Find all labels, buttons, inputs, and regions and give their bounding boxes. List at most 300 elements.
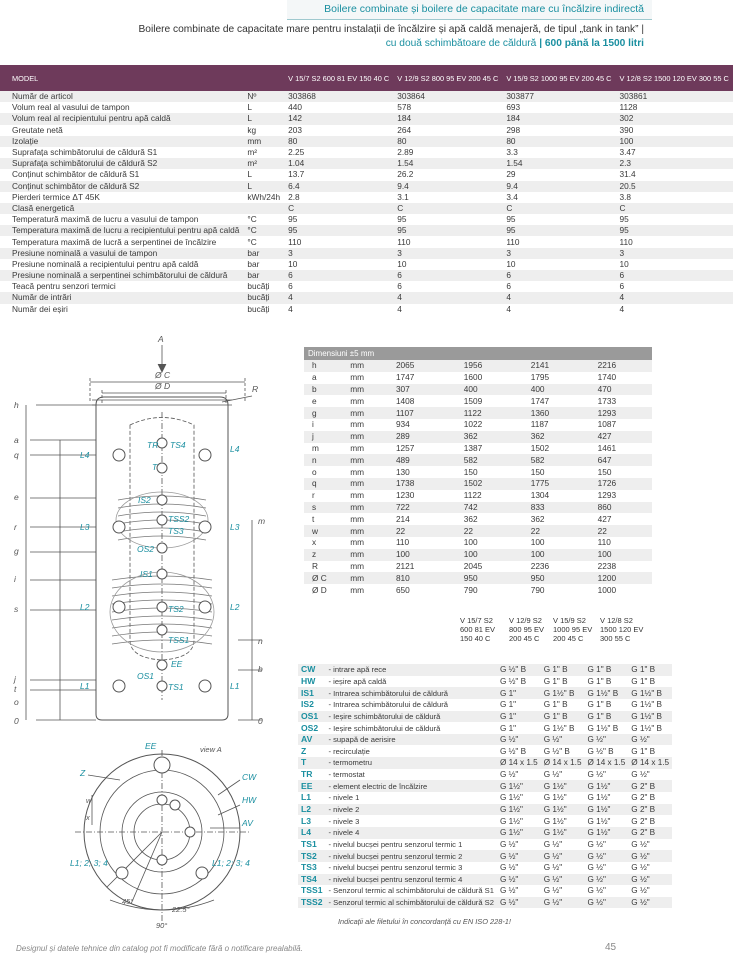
dim-value: 1509 <box>463 395 483 406</box>
dim-row <box>304 454 652 466</box>
spec-value: 6 <box>284 270 393 281</box>
conn-value: G 1½" B <box>628 711 672 723</box>
spec-value: C <box>393 203 502 214</box>
conn-value: G ½" <box>587 839 606 849</box>
dim-unit: mm <box>350 560 365 571</box>
spec-value: 184 <box>393 113 502 124</box>
dim-value: 110 <box>395 537 410 548</box>
conn-desc: - Intrarea schimbătorului de căldură <box>328 700 448 710</box>
conn-value: G ½" <box>499 886 519 896</box>
dim-unit: mm <box>346 360 392 372</box>
spec-unit: m² <box>247 147 258 158</box>
dim-value: 1293 <box>597 490 617 501</box>
spec-label: Volum real al vasului de tampon <box>12 102 130 113</box>
conn-value: G ½" <box>585 874 629 886</box>
conn-model-header: V 15/7 S2 600 81 EV 150 40 C <box>460 616 496 643</box>
spec-value: 95 <box>397 214 407 225</box>
label-L3-left: L3 <box>80 522 90 532</box>
dim-unit: mm <box>350 419 365 430</box>
label-L1234-right: L1; 2; 3; 4 <box>212 858 250 868</box>
spec-value: 3.8 <box>619 191 632 202</box>
dim-unit: mm <box>350 584 365 595</box>
dim-value: 362 <box>527 431 594 443</box>
conn-value: G 2" B <box>628 804 672 816</box>
conn-value: G 1½" B <box>631 700 662 710</box>
spec-value: 6 <box>506 281 511 292</box>
spec-value: 6 <box>288 281 293 292</box>
spec-value: 4 <box>506 303 511 314</box>
conn-value: G 1½" <box>585 827 629 839</box>
conn-desc: - termostat <box>328 770 365 780</box>
spec-value: 6 <box>393 270 502 281</box>
dim-value: 1122 <box>463 490 482 501</box>
spec-value: 10 <box>288 258 298 269</box>
spec-value: 264 <box>397 124 412 135</box>
conn-model-header: V 12/8 S2 1500 120 EV 300 55 C <box>600 616 644 643</box>
dim-value: 470 <box>594 384 652 396</box>
spec-value: 2.25 <box>288 147 305 158</box>
label-t: t <box>14 684 17 694</box>
conn-value: G ½" <box>587 770 606 780</box>
conn-value: G 1½" <box>585 780 629 792</box>
dim-key: h <box>304 360 346 372</box>
spec-unit: bucăți <box>247 281 270 292</box>
boiler-drawing <box>0 0 300 935</box>
conn-row <box>298 827 672 839</box>
conn-code: OS2 <box>301 722 319 733</box>
label-L4-left: L4 <box>80 450 90 460</box>
conn-value: G ½" <box>499 863 519 873</box>
spec-unit: bucăți <box>243 292 284 303</box>
conn-value: G 1" B <box>541 664 585 676</box>
conn-row <box>298 664 672 676</box>
dim-key: o <box>312 466 317 477</box>
spec-value: 6 <box>502 270 615 281</box>
conn-code: TSS1 <box>301 885 323 896</box>
dim-row <box>304 384 652 396</box>
dimensions-table <box>304 360 652 596</box>
conn-desc: - supapă de aerisire <box>326 734 497 746</box>
conn-value: G ½" <box>499 839 519 849</box>
conn-row <box>298 757 672 769</box>
spec-value: 440 <box>288 102 302 113</box>
conn-value: G ½" <box>543 863 563 873</box>
spec-value: 3.4 <box>506 191 518 202</box>
conn-value: G ½" <box>543 886 563 896</box>
label-Z: Z <box>80 768 86 778</box>
dim-value: 100 <box>460 549 527 561</box>
dim-value: 150 <box>463 466 478 477</box>
label-TS3: TS3 <box>168 526 184 536</box>
spec-value: C <box>502 203 615 214</box>
dim-unit: mm <box>346 525 392 537</box>
dim-value: 362 <box>460 431 527 443</box>
conn-value: G ½" <box>499 770 519 780</box>
conn-desc: - nivele 3 <box>328 816 360 826</box>
conn-value: Ø 14 x 1.5 <box>541 757 585 769</box>
spec-value: 578 <box>397 102 412 113</box>
dim-value: 2121 <box>395 560 415 571</box>
conn-value: G ½" <box>631 770 650 780</box>
dim-unit: mm <box>350 395 365 406</box>
dim-value: 22 <box>594 525 652 537</box>
dim-value: 1502 <box>460 478 527 490</box>
conn-value: G ½" <box>585 897 629 909</box>
dim-row <box>304 372 652 384</box>
subtitle-capacity: 600 până la 1500 litri <box>544 38 644 49</box>
conn-code: IS2 <box>301 699 314 710</box>
label-TS1: TS1 <box>168 682 184 692</box>
spec-value: 4 <box>397 303 402 314</box>
spec-value: 20.5 <box>616 181 733 192</box>
conn-code: TSS2 <box>298 897 326 909</box>
spec-value: 693 <box>506 102 521 113</box>
dim-row <box>304 395 652 407</box>
conn-code: L2 <box>298 804 326 816</box>
label-m: m <box>258 516 266 526</box>
label-D: Ø D <box>155 381 171 391</box>
spec-unit: °C <box>247 236 257 247</box>
thread-note: Indicații ale filetului în concordanță cu EN ISO 228-1! <box>338 917 511 926</box>
spec-label: Volum real al recipientului pentru apă caldă <box>0 113 243 124</box>
dim-key: i <box>312 419 314 430</box>
spec-value: 100 <box>616 136 733 147</box>
conn-value: G ½" B <box>499 676 527 686</box>
conn-value: G 1½" B <box>541 687 585 699</box>
model-header: V 15/9 S2 1000 95 EV 200 45 C <box>502 65 615 91</box>
spec-unit: kg <box>247 124 257 135</box>
dim-unit: mm <box>346 454 392 466</box>
conn-code: EE <box>298 780 326 792</box>
spec-unit: bar <box>247 258 260 269</box>
label-L1-right: L1 <box>230 681 240 691</box>
label-L1234: L1; 2; 3; 4 <box>70 858 108 868</box>
dim-row <box>304 478 652 490</box>
spec-value: 95 <box>506 214 516 225</box>
dim-value: 362 <box>463 513 478 524</box>
conn-value: G ½" B <box>587 746 614 756</box>
spec-value: 3 <box>284 248 393 259</box>
dim-value: 1387 <box>463 442 483 453</box>
conn-row <box>298 687 672 699</box>
label-OS2: OS2 <box>137 544 155 554</box>
conn-value: G 1½" <box>587 793 611 803</box>
dim-value: 362 <box>530 513 545 524</box>
label-CW: CW <box>242 772 257 782</box>
conn-value: G 1½" <box>541 804 585 816</box>
dim-value: 1747 <box>530 395 550 406</box>
conn-value: G 1" B <box>541 711 585 723</box>
dim-key: g <box>304 407 346 419</box>
label-view-A: view A <box>200 745 222 754</box>
conn-value: G 1½" B <box>628 687 672 699</box>
spec-value: 2.89 <box>397 147 414 158</box>
dim-value: 1795 <box>530 372 550 383</box>
dim-value: 1107 <box>392 407 460 419</box>
spec-value: 95 <box>284 225 393 236</box>
spec-value: 6 <box>397 281 402 292</box>
section-title: Boilere combinate și boilere de capacitate mare cu încălzire indirectă <box>324 3 644 15</box>
dim-key: m <box>312 442 319 453</box>
dim-row <box>304 466 652 478</box>
spec-value: 303864 <box>393 91 502 102</box>
dim-value: 110 <box>597 537 611 548</box>
dim-value: 214 <box>395 513 410 524</box>
dim-key: Ø C <box>304 572 346 584</box>
spec-value: 26.2 <box>397 169 414 180</box>
conn-model-header: V 12/9 S2 800 95 EV 200 45 C <box>509 616 545 643</box>
dim-row <box>304 502 652 514</box>
spec-unit: L <box>247 169 252 180</box>
conn-code: HW <box>301 675 316 686</box>
dim-value: 489 <box>392 454 460 466</box>
spec-value: 4 <box>616 292 733 303</box>
conn-value: G 2" B <box>628 827 672 839</box>
conn-value: G 1½" B <box>587 723 619 733</box>
conn-value: G ½" <box>631 886 650 896</box>
spec-value: 95 <box>502 225 615 236</box>
dim-value: 307 <box>392 384 460 396</box>
spec-value: 10 <box>506 258 516 269</box>
dim-value: 1956 <box>460 360 527 372</box>
dim-row <box>304 584 652 596</box>
dim-value: 100 <box>527 549 594 561</box>
label-R: R <box>252 384 259 394</box>
spec-label: Număr de intrări <box>0 292 243 303</box>
label-T: T <box>152 462 158 472</box>
dim-value: 100 <box>392 549 460 561</box>
conn-value: G 1" B <box>585 664 629 676</box>
conn-value: G ½" <box>497 874 541 886</box>
dim-key: z <box>304 549 346 561</box>
spec-value: 95 <box>619 214 629 225</box>
dim-value: 2236 <box>530 560 550 571</box>
conn-value: G ½" B <box>543 746 570 756</box>
label-i: i <box>14 574 16 584</box>
spec-unit: °C <box>243 225 284 236</box>
dim-value: 1775 <box>527 478 594 490</box>
spec-value: 110 <box>619 236 633 247</box>
label-h: h <box>14 400 19 410</box>
conn-code: T <box>298 757 326 769</box>
conn-value: G ½" <box>541 850 585 862</box>
model-label: MODEL <box>0 65 243 91</box>
dim-value: 950 <box>527 572 594 584</box>
spec-value: 1.04 <box>284 158 393 169</box>
conn-row <box>298 711 672 723</box>
dim-key: R <box>312 560 318 571</box>
dim-key: n <box>304 454 346 466</box>
dim-value: 1000 <box>597 584 617 595</box>
conn-desc: - nivele 4 <box>326 827 497 839</box>
connections-table <box>298 664 672 908</box>
conn-value: G ½" <box>587 863 606 873</box>
label-HW: HW <box>242 795 257 805</box>
conn-value: G ½" <box>543 770 563 780</box>
spec-value: 31.4 <box>619 169 636 180</box>
spec-label: Presiune nominală a vasului de tampon <box>0 248 243 259</box>
conn-desc: - nivelul bucșei pentru senzorul termic 3 <box>328 863 463 873</box>
dim-value: 1502 <box>530 442 550 453</box>
label-j: j <box>14 674 16 684</box>
dim-row <box>304 490 652 502</box>
dim-value: 833 <box>527 502 594 514</box>
conn-value: G 1½" B <box>585 687 629 699</box>
label-TS2: TS2 <box>168 604 184 614</box>
label-TSS2: TSS2 <box>168 514 190 524</box>
conn-row <box>298 734 672 746</box>
conn-desc: - nivele 2 <box>326 804 497 816</box>
dim-value: 1733 <box>597 395 617 406</box>
label-90: 90° <box>156 921 168 930</box>
conn-value: G ½" <box>497 850 541 862</box>
conn-desc: - element electric de încălzire <box>326 780 497 792</box>
conn-row <box>298 676 672 688</box>
label-b: b <box>258 664 263 674</box>
spec-value: 302 <box>616 113 733 124</box>
conn-code: TS4 <box>298 874 326 886</box>
conn-row <box>298 722 672 734</box>
conn-value: G ½" <box>541 734 585 746</box>
conn-row <box>298 839 672 851</box>
spec-value: 3.47 <box>619 147 636 158</box>
conn-desc: - termometru <box>326 757 497 769</box>
dim-unit: mm <box>346 502 392 514</box>
conn-value: Ø 14 x 1.5 <box>585 757 629 769</box>
subtitle-separator: | <box>539 38 543 49</box>
spec-value: 95 <box>616 225 733 236</box>
dim-unit: mm <box>350 513 365 524</box>
label-L1-left: L1 <box>80 681 90 691</box>
spec-value: 4 <box>502 292 615 303</box>
dim-value: 722 <box>392 502 460 514</box>
conn-value: G 1" B <box>631 746 656 756</box>
conn-model-header: V 15/9 S2 1000 95 EV 200 45 C <box>553 616 593 643</box>
conn-code: L3 <box>301 815 312 826</box>
conn-row <box>298 885 672 897</box>
dim-value: 1726 <box>594 478 652 490</box>
conn-value: G 1" <box>497 711 541 723</box>
dim-value: 427 <box>597 513 612 524</box>
conn-value: G 1½" B <box>631 723 662 733</box>
conn-value: G ½" <box>631 863 650 873</box>
spec-value: 4 <box>284 292 393 303</box>
spec-unit: bucăți <box>247 303 270 314</box>
dim-value: 289 <box>392 431 460 443</box>
conn-value: G 1½" <box>499 793 523 803</box>
dim-value: 150 <box>530 466 545 477</box>
spec-unit: Nº <box>243 91 284 102</box>
conn-value: G 1" B <box>543 676 568 686</box>
spec-label: Presiune nominală a serpentinei schimbătorului de căldură <box>0 270 243 281</box>
conn-value: G 2" B <box>628 780 672 792</box>
label-45: 45° <box>122 897 134 906</box>
dim-unit: mm <box>350 372 365 383</box>
spec-value: 110 <box>288 236 302 247</box>
conn-value: G 1½" <box>541 827 585 839</box>
spec-value: 4 <box>393 292 502 303</box>
label-AV: AV <box>242 818 253 828</box>
spec-label: Presiune nominală a recipientului pentru apă caldă <box>12 258 199 269</box>
conn-value: G 1" B <box>587 700 612 710</box>
spec-value: 203 <box>288 124 302 135</box>
conn-desc: - Senzorul termic al schimbătorului de căldură S1 <box>328 886 494 896</box>
spec-value: 303861 <box>616 91 733 102</box>
spec-value: 184 <box>502 113 615 124</box>
dim-key: Ø D <box>312 584 327 595</box>
spec-value: C <box>284 203 393 214</box>
conn-row <box>298 769 672 781</box>
dim-value: 1738 <box>392 478 460 490</box>
conn-desc: - nivelul bucșei pentru senzorul termic 2 <box>326 850 497 862</box>
dim-key: r <box>312 490 315 501</box>
spec-label: Pierderi termice ΔT 45K <box>12 191 100 202</box>
dim-value: 582 <box>527 454 594 466</box>
spec-value: 9.4 <box>502 181 615 192</box>
spec-value: 95 <box>393 225 502 236</box>
conn-value: G 2" B <box>631 816 656 826</box>
conn-value: G ½" B <box>499 746 527 756</box>
label-C: Ø C <box>155 370 171 380</box>
dim-unit: mm <box>350 466 365 477</box>
conn-row <box>298 804 672 816</box>
dim-unit: mm <box>346 549 392 561</box>
conn-desc: - nivelul bucșei pentru senzorul termic 4 <box>326 874 497 886</box>
dim-value: 150 <box>597 466 612 477</box>
spec-value: 29 <box>506 169 516 180</box>
conn-code: AV <box>298 734 326 746</box>
conn-code: L4 <box>298 827 326 839</box>
spec-label: Temperatură maximă de lucru a vasului de tampon <box>12 214 199 225</box>
conn-value: G ½" <box>541 874 585 886</box>
spec-value: 9.4 <box>393 181 502 192</box>
conn-desc: - Ieșire schimbătorului de căldură <box>328 723 441 733</box>
conn-code: OS1 <box>298 711 326 723</box>
label-A: A <box>158 334 164 344</box>
dim-key: w <box>304 525 346 537</box>
spec-value: 2.8 <box>288 191 300 202</box>
dim-value: 100 <box>530 537 545 548</box>
dim-value: 1740 <box>597 372 617 383</box>
spec-value: 1128 <box>619 102 638 113</box>
subtitle-line-2 <box>386 38 644 49</box>
conn-code: TS3 <box>301 862 317 873</box>
spec-value: 142 <box>284 113 393 124</box>
conn-value: G ½" <box>541 897 585 909</box>
dim-value: 1293 <box>594 407 652 419</box>
conn-value: G ½" <box>497 897 541 909</box>
dim-unit: mm <box>346 478 392 490</box>
label-EE: EE <box>171 659 183 669</box>
spec-label: Temperatura maximă de lucră a serpentinei de încălzire <box>12 236 217 247</box>
conn-row <box>298 745 672 757</box>
spec-value: 6 <box>619 281 625 292</box>
conn-value: G 1½" <box>585 804 629 816</box>
label-w: w <box>86 796 92 805</box>
spec-value: 95 <box>288 214 298 225</box>
conn-desc: - nivelul bucșei pentru senzorul termic 1 <box>328 839 463 849</box>
spec-value: 6 <box>616 270 733 281</box>
spec-label: Conținut schimbător de căldură S1 <box>12 169 140 180</box>
dim-row <box>304 572 652 584</box>
conn-value: G 1" <box>499 700 517 710</box>
dim-row <box>304 443 652 455</box>
dim-value: 1600 <box>463 372 483 383</box>
spec-value: 110 <box>397 236 411 247</box>
label-IS2: IS2 <box>138 495 151 505</box>
spec-label: Temperatura maximă de lucru a recipientului pentru apă caldă <box>0 225 243 236</box>
spec-label: Număr de articol <box>0 91 243 102</box>
